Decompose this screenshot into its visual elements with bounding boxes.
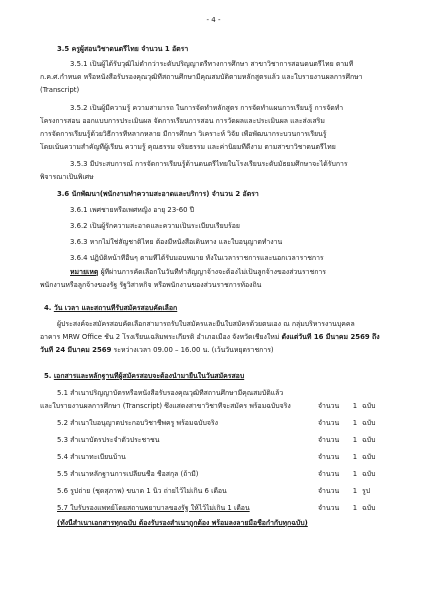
section-5-footer-note: (ทั้งนี้สำเนาเอกสารทุกฉบับ ต้องรับรองสำเนาถูกต้อง พร้อมลงลายมือชื่อกำกับทุกฉบับ) (57, 519, 308, 527)
section-4-time: ระหว่างเวลา 09.00 – 16.00 น. (เว้นวันหยุดราชการ) (111, 346, 274, 354)
doc-item-5-1-qty: จำนวน 1 ฉบับ (318, 402, 376, 410)
doc-item-5-7: 5.7 ใบรับรองแพทย์โดยสถานพยาบาลของรัฐ ให้ไว้ไม่เกิน 1 เดือน (57, 504, 250, 512)
section-3-5-p2-line3: การจัดการเรียนรู้ด้วยวิธีการที่หลากหลาย มีการศึกษา วิเคราะห์ วิจัย เพื่อพัฒนากระบวนการเรียนรู้ (40, 130, 327, 138)
section-4-body-line1: ผู้ประสงค์จะสมัครสอบคัดเลือกสามารถรับใบสมัครและยื่นใบสมัครด้วยตนเอง ณ กลุ่มบริหารงานบุคคล (57, 320, 355, 328)
section-5-title: เอกสารและหลักฐานที่ผู้สมัครสอบจะต้องนำมายื่นในวันสมัครสอบ (53, 372, 245, 380)
section-5-heading (44, 372, 399, 381)
section-4-number: 4. (44, 304, 52, 312)
section-3-6-item: 3.6.2 เป็นผู้รักความสะอาดและความเป็นระเบียบเรียบร้อย (70, 222, 240, 230)
section-3-6-note (70, 268, 400, 277)
page-number: - 4 - (206, 16, 221, 24)
section-3-5-p1-line2: ก.ค.ศ.กำหนด หรือหนังสือรับรองคุณวุฒิที่สถานศึกษามีคุณสมบัติตามหลักสูตรแล้ว และใบรายงานผลการศึกษา (40, 73, 363, 81)
section-3-5-p3-line2: พิจารณาเป็นพิเศษ (40, 173, 94, 181)
doc-item-5-3: 5.3 สำเนาบัตรประจำตัวประชาชน (57, 436, 160, 444)
section-3-6-note-line2: พนักงานหรือลูกจ้างของรัฐ รัฐวิสาหกิจ หรือพนักงานของส่วนราชการท้องถิ่น (40, 281, 262, 289)
note-text: ผู้ที่ผ่านการคัดเลือกในวันที่ทำสัญญาจ้างจะต้องไม่เป็นลูกจ้างของส่วนราชการ (98, 268, 326, 276)
section-4-body-line3 (40, 346, 395, 355)
section-4-end-date: วันที่ 24 มีนาคม 2569 (40, 346, 112, 354)
section-3-6-item: 3.6.4 ปฏิบัติหน้าที่อื่นๆ ตามที่ได้รับมอบหมาย ทั้งในเวลาราชการและนอกเวลาราชการ (70, 254, 324, 262)
doc-item-5-6: 5.6 รูปถ่าย (ชุดสุภาพ) ขนาด 1 นิ้ว ถ่ายไว้ไม่เกิน 6 เดือน (57, 487, 227, 495)
section-3-5-heading: 3.5 ครูผู้สอนวิชาดนตรีไทย จำนวน 1 อัตรา (57, 45, 189, 53)
section-3-5-p2-line1: 3.5.2 เป็นผู้มีความรู้ ความสามารถ ในการจัดทำหลักสูตร การจัดทำแผนการเรียนรู้ การจัดทำ (70, 104, 344, 112)
section-5-number: 5. (44, 372, 52, 380)
note-label: หมายเหตุ (70, 268, 99, 276)
doc-item-5-5: 5.5 สำเนาหลักฐานการเปลี่ยนชื่อ ชื่อสกุล (ถ้ามี) (57, 470, 199, 478)
doc-item-5-4-qty: จำนวน 1 ฉบับ (318, 453, 376, 461)
doc-item-5-1-line1: 5.1 สำเนาปริญญาบัตรหรือหนังสือรับรองคุณวุฒิที่สถานศึกษามีคุณสมบัติแล้ว (57, 389, 284, 397)
doc-item-5-1-line2: และใบรายงานผลการศึกษา (Transcript) ซึ่งแสดงสาขาวิชาที่จะสมัคร พร้อมฉบับจริง (40, 402, 291, 410)
doc-item-5-2: 5.2 สำเนาใบอนุญาตประกอบวิชาชีพครู พร้อมฉบับจริง (57, 419, 219, 427)
doc-item-5-4: 5.4 สำเนาทะเบียนบ้าน (57, 453, 126, 461)
doc-item-5-6-qty: จำนวน 1 รูป (318, 487, 371, 495)
section-3-6-heading: 3.6 นักพัฒนา(พนักงานทำความสะอาดและบริการ) จำนวน 2 อัตรา (57, 190, 259, 198)
doc-item-5-7-qty: จำนวน 1 ฉบับ (318, 504, 376, 512)
section-3-6-item: 3.6.3 หากไม่ใช่สัญชาติไทย ต้องมีหนังสือเดินทาง และใบอนุญาตทำงาน (70, 238, 283, 246)
doc-item-5-2-qty: จำนวน 1 ฉบับ (318, 419, 376, 427)
doc-item-5-5-qty: จำนวน 1 ฉบับ (318, 470, 376, 478)
section-3-5-p1-line3: (Transcript) (40, 86, 80, 94)
section-3-5-p1-line1: 3.5.1 เป็นผู้ได้รับวุฒิไม่ต่ำกว่าระดับปริญญาตรีทางการศึกษา สาขาวิชาการสอนดนตรีไทย ตามที่ (70, 60, 354, 68)
section-4-start-date: ตั้งแต่วันที่ 16 มีนาคม 2569 ถึง (281, 333, 380, 341)
section-4-heading (44, 304, 399, 313)
section-4-location: อาคาร MRW Office ชั้น 2 โรงเรียนเฉลิมพระเกียรติ อำเภอเมือง จังหวัดเชียงใหม่ (40, 333, 282, 341)
section-3-5-p2-line2: โครงการสอน ออกแบบการประเมินผล จัดการเรียนการสอน การวัดผลและประเมินผล และส่งเสริม (40, 117, 325, 125)
section-4-title: วัน เวลา และสถานที่รับสมัครสอบคัดเลือก (53, 304, 178, 312)
section-3-6-item: 3.6.1 เพศชายหรือเพศหญิง อายุ 23-60 ปี (70, 206, 195, 214)
section-3-5-p2-line4: โดยเน้นความสำคัญที่ผู้เรียน ความรู้ คุณธรรม จริยธรรม และค่านิยมที่ดีงาม ตามสาขาวิชาดนตรีไทย (40, 143, 336, 151)
doc-item-5-3-qty: จำนวน 1 ฉบับ (318, 436, 376, 444)
section-4-body-line2 (40, 333, 395, 342)
section-3-5-p3-line1: 3.5.3 มีประสบการณ์ การจัดการเรียนรู้ด้านดนตรีไทยในโรงเรียนระดับมัธยมศึกษาจะได้รับการ (70, 160, 348, 168)
